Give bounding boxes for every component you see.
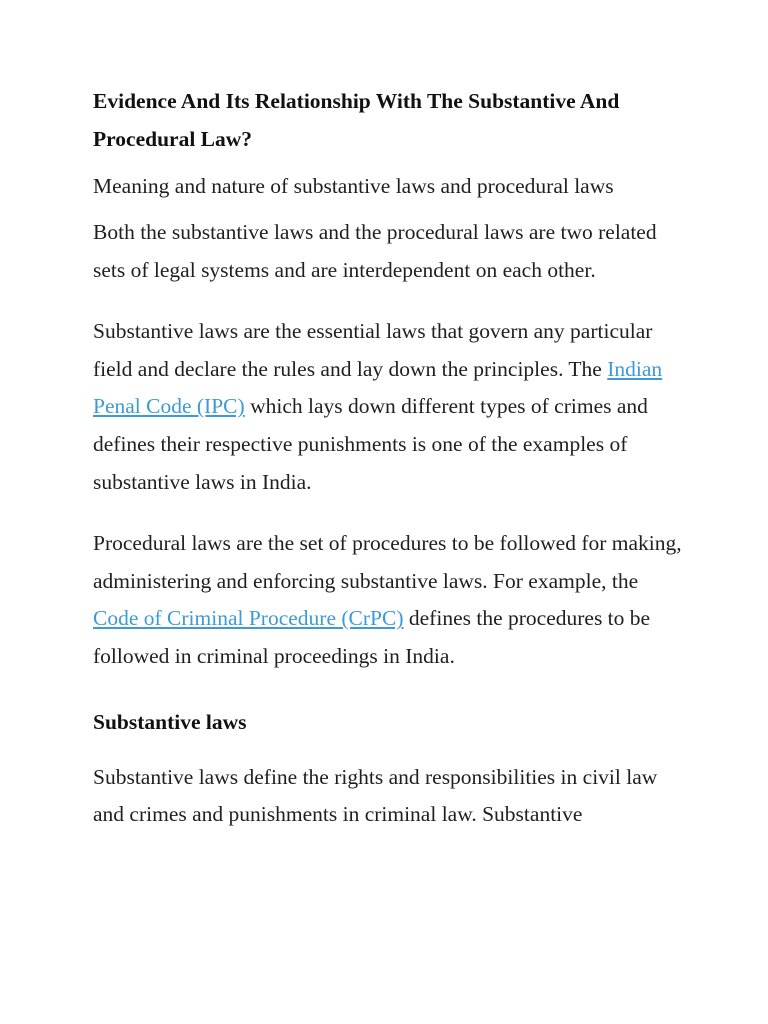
procedural-text-after-link: defines the procedures to be followed in criminal proceedings in India. — [93, 606, 651, 668]
substantive-paragraph — [93, 313, 683, 501]
procedural-text-before-link: Procedural laws are the set of procedures to be followed for making, administering and enforcing substantive laws. For example, the — [93, 531, 682, 593]
ipc-link[interactable]: Indian Penal Code (IPC) — [93, 356, 663, 419]
substantive-definition-paragraph: Substantive laws define the rights and responsibilities in civil law and crimes and punishments in criminal law. Substantive — [93, 764, 658, 827]
intro-paragraph: Both the substantive laws and the procedural laws are two related sets of legal systems and are interdependent on each other. — [93, 220, 657, 282]
document-subtitle: Meaning and nature of substantive laws and procedural laws — [93, 174, 614, 198]
document-page — [93, 82, 683, 834]
substantive-text-after-link: which lays down different types of crimes and defines their respective punishments is one of the examples of substantive laws in India. — [93, 394, 648, 494]
document-title: Evidence And Its Relationship With The Substantive And Procedural Law? — [93, 89, 620, 151]
procedural-paragraph — [93, 525, 683, 675]
crpc-link[interactable]: Code of Criminal Procedure (CrPC) — [93, 606, 404, 631]
section-heading-substantive-laws: Substantive laws — [93, 709, 247, 734]
substantive-text-before-link: Substantive laws are the essential laws that govern any particular field and declare the rules and lay down the principles. The — [93, 319, 653, 381]
